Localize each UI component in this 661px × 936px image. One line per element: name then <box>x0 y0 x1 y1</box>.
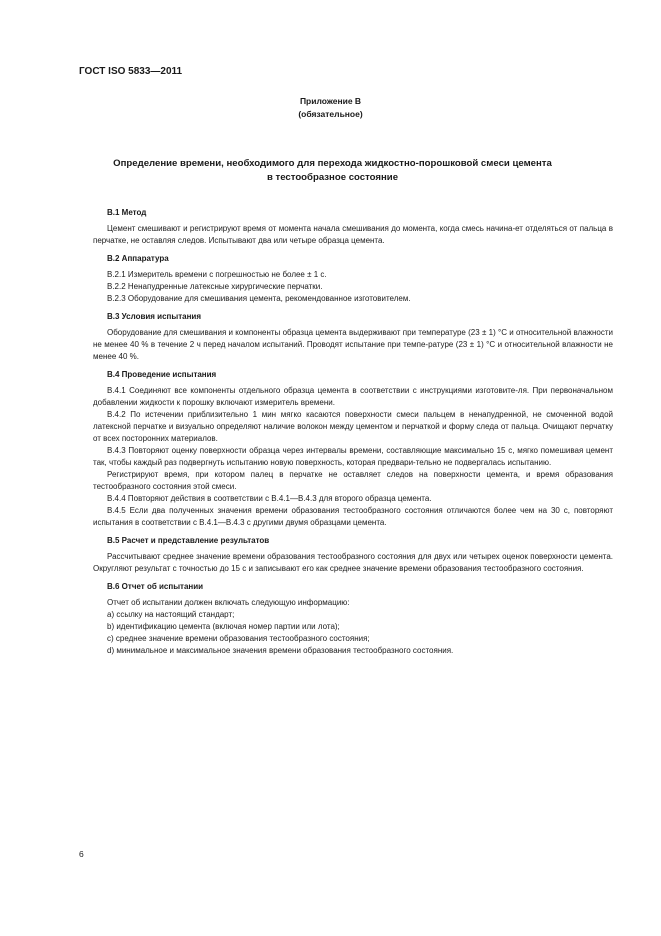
paragraph-b5: Рассчитывают среднее значение времени образования тестообразного состояния для двух или четырех оценок поверхности цемента. Округляют результат с точностью до 15 с и записывают его как среднее значение времени образования тестообразного состояния. <box>93 552 613 573</box>
section-heading-b3: В.3 Условия испытания <box>107 312 201 321</box>
document-body <box>93 207 613 657</box>
paragraph-b4-2: В.4.2 По истечении приблизительно 1 мин мягко касаются поверхности смеси пальцем в ненапудренной, не смоченной водой латексной перчатке и визуально определяют наличие волокон между цементом и перчаткой и форму следа от пальца. Очищают перчатку от всех посторонних материалов. <box>93 410 613 443</box>
list-item-b6-a: a) ссылку на настоящий стандарт; <box>107 610 235 619</box>
page-number: 6 <box>79 849 84 859</box>
list-item-b2-2: В.2.2 Ненапудренные латексные хирургические перчатки. <box>107 282 323 291</box>
section-heading-b2: В.2 Аппаратура <box>107 254 169 263</box>
paragraph-b4-3: В.4.3 Повторяют оценку поверхности образца через интервалы времени, составляющие максимально 15 с, мягко помешивая цемент так, чтобы каждый раз подвергнуть испытанию новую поверхность, которая предвари-тельно не подвергалась испытанию. <box>93 446 613 467</box>
section-heading-b5: В.5 Расчет и представление результатов <box>107 536 270 545</box>
main-title-line-1: Определение времени, необходимого для перехода жидкостно-порошковой смеси цемента <box>113 158 552 169</box>
paragraph-b4-1: В.4.1 Соединяют все компоненты отдельного образца цемента в соответствии с инструкциями изготовите-ля. При первоначальном добавлении жидкости к порошку включают измеритель времени. <box>93 386 613 407</box>
paragraph-b3: Оборудование для смешивания и компоненты образца цемента выдерживают при температуре (23 ± 1) °С и относительной влажности не менее 40 % в течение 2 ч перед началом испытаний. Проводят испытание при темпе-ратуре (23 ± 1) °С и относительной влажности не менее 40 %. <box>93 328 613 361</box>
section-heading-b6: В.6 Отчет об испытании <box>107 582 204 591</box>
list-item-b6-b: b) идентификацию цемента (включая номер партии или лота); <box>107 622 340 631</box>
annex-main-title <box>79 157 586 185</box>
paragraph-b6-intro: Отчет об испытании должен включать следующую информацию: <box>107 598 350 607</box>
paragraph-b4-5: В.4.5 Если два полученных значения времени образования тестообразного состояния отличаются более чем на 30 с, повторяют испытания в соответствии с В.4.1—В.4.3 с другими двумя образцами цемента. <box>93 506 613 527</box>
paragraph-b4-3-cont: Регистрируют время, при котором палец в перчатке не оставляет следов на поверхности цемента, и время образования тестообразного состояния этой смеси. <box>93 470 613 491</box>
paragraph-b1: Цемент смешивают и регистрируют время от момента начала смешивания до момента, когда смесь начина-ет отделяться от пальца в перчатке, не оставляя следов. Испытывают два или четыре образца цемента. <box>93 224 613 245</box>
annex-status: (обязательное) <box>298 109 363 119</box>
list-item-b2-1: В.2.1 Измеритель времени с погрешностью не более ± 1 с. <box>107 270 327 279</box>
section-heading-b4: В.4 Проведение испытания <box>107 370 217 379</box>
list-item-b2-3: В.2.3 Оборудование для смешивания цемента, рекомендованное изготовителем. <box>107 294 411 303</box>
section-heading-b1: В.1 Метод <box>107 208 147 217</box>
paragraph-b4-4: В.4.4 Повторяют действия в соответствии с В.4.1—В.4.3 для второго образца цемента. <box>107 494 432 503</box>
list-item-b6-d: d) минимальное и максимальное значения времени образования тестообразного состояния. <box>107 646 454 655</box>
main-title-line-2: в тестообразное состояние <box>266 172 399 183</box>
list-item-b6-c: c) среднее значение времени образования тестообразного состояния; <box>107 634 370 643</box>
document-header: ГОСТ ISO 5833—2011 <box>79 66 183 77</box>
annex-title: Приложение В <box>299 96 362 106</box>
